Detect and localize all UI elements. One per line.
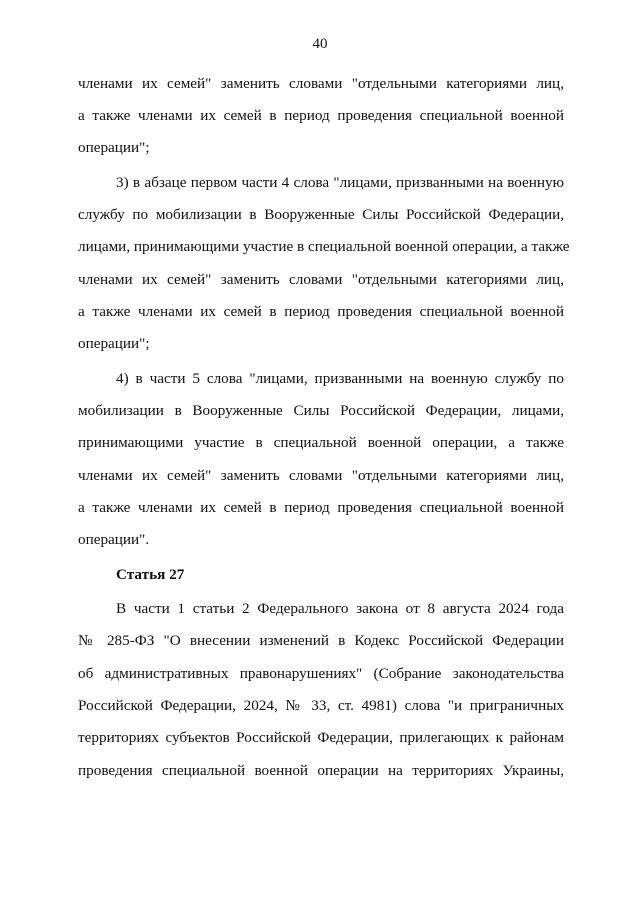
text-line: а также членами их семей в период проведения специальной военной — [78, 499, 564, 516]
text-line: службу по мобилизации в Вооруженные Силы Российской Федерации, — [78, 206, 564, 223]
text-line: Российской Федерации, 2024, № 33, ст. 4981) слова "и приграничных — [78, 697, 564, 714]
article-heading: Статья 27 — [116, 566, 185, 583]
text-line: а также членами их семей в период проведения специальной военной — [78, 107, 564, 124]
text-line: членами их семей" заменить словами "отдельными категориями лиц, — [78, 467, 564, 484]
text-line: лицами, принимающими участие в специальной военной операции, а также — [78, 238, 570, 255]
text-line: об административных правонарушениях" (Собрание законодательства — [78, 665, 564, 682]
text-line: операции"; — [78, 139, 150, 156]
text-line: а также членами их семей в период проведения специальной военной — [78, 303, 564, 320]
text-line: членами их семей" заменить словами "отдельными категориями лиц, — [78, 271, 564, 288]
text-line: № 285-ФЗ "О внесении изменений в Кодекс Российской Федерации — [78, 632, 564, 649]
text-line: В части 1 статьи 2 Федерального закона от 8 августа 2024 года — [116, 600, 564, 617]
page-number: 40 — [312, 36, 328, 52]
text-line: мобилизации в Вооруженные Силы Российской Федерации, лицами, — [78, 402, 564, 419]
text-line: проведения специальной военной операции на территориях Украины, — [78, 762, 564, 779]
text-line: 4) в части 5 слова "лицами, призванными на военную службу по — [116, 370, 564, 387]
text-line: операции". — [78, 531, 150, 548]
text-line: членами их семей" заменить словами "отдельными категориями лиц, — [78, 75, 564, 92]
text-line: операции"; — [78, 335, 150, 352]
text-line: 3) в абзаце первом части 4 слова "лицами, призванными на военную — [116, 174, 564, 191]
text-line: территориях субъектов Российской Федерации, прилегающих к районам — [78, 729, 564, 746]
text-line: принимающими участие в специальной военной операции, а также — [78, 434, 564, 451]
